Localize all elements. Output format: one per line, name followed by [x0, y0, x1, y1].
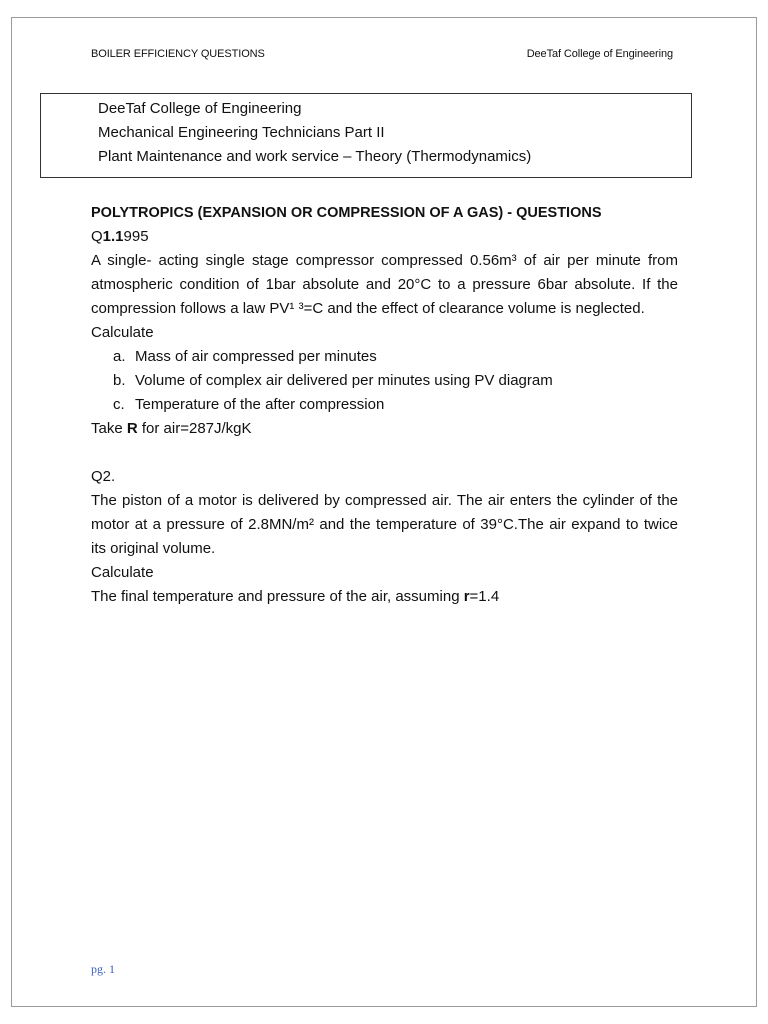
running-header [91, 48, 673, 64]
q1-label-bold: 1.1 [102, 228, 124, 245]
document-body [91, 201, 678, 609]
q1-given-constant [91, 417, 678, 441]
q1-problem-text: A single- acting single stage compressor compressed 0.56m³ of air per minute from atmospheric condition of 1bar absolute and 20°C to a pressure 6bar absolute. If the compression follows a law PV¹ ³=C and the effect of clearance volume is neglected. [91, 252, 678, 317]
q1-label [91, 225, 678, 249]
list-item-text: Mass of air compressed per minutes [135, 348, 377, 365]
q1-label-suffix: 995 [123, 228, 149, 245]
section-heading: POLYTROPICS (EXPANSION OR COMPRESSION OF A GAS) - QUESTIONS [91, 205, 602, 221]
q2-calculate: Calculate [91, 564, 154, 581]
header-right-college: DeeTaf College of Engineering [526, 48, 673, 60]
list-item [113, 345, 678, 369]
list-marker: c. [113, 396, 125, 413]
title-subject: Plant Maintenance and work service – Theory (Thermodynamics) [98, 148, 532, 165]
header-left-title: BOILER EFFICIENCY QUESTIONS [91, 48, 265, 60]
spacer [91, 441, 678, 465]
q2-label: Q2. [91, 468, 116, 485]
list-item-text: Temperature of the after compression [135, 396, 385, 413]
q1-task-list [91, 345, 678, 417]
q2-final-task [91, 585, 678, 609]
q1-label-prefix: Q [91, 228, 103, 245]
q1-take-suffix: for air=287J/kgK [137, 420, 252, 437]
list-item-text: Volume of complex air delivered per minutes using PV diagram [135, 372, 553, 389]
list-marker: a. [113, 348, 126, 365]
list-marker: b. [113, 372, 126, 389]
q2-final-bold: r [463, 588, 470, 605]
q1-take-prefix: Take [91, 420, 127, 437]
list-item [113, 369, 678, 393]
q2-final-suffix: =1.4 [469, 588, 500, 605]
title-college: DeeTaf College of Engineering [98, 100, 302, 117]
q2-final-prefix: The final temperature and pressure of the air, assuming [91, 588, 464, 605]
title-box [40, 93, 692, 178]
q1-take-bold: R [126, 420, 138, 437]
list-item [113, 393, 678, 417]
q2-problem-text: The piston of a motor is delivered by compressed air. The air enters the cylinder of the motor at a pressure of 2.8MN/m² and the temperature of 39°C.The air expand to twice its original volume. [91, 492, 678, 557]
page-number: pg. 1 [91, 962, 115, 976]
q1-calculate: Calculate [91, 324, 154, 341]
title-course: Mechanical Engineering Technicians Part II [98, 124, 385, 141]
